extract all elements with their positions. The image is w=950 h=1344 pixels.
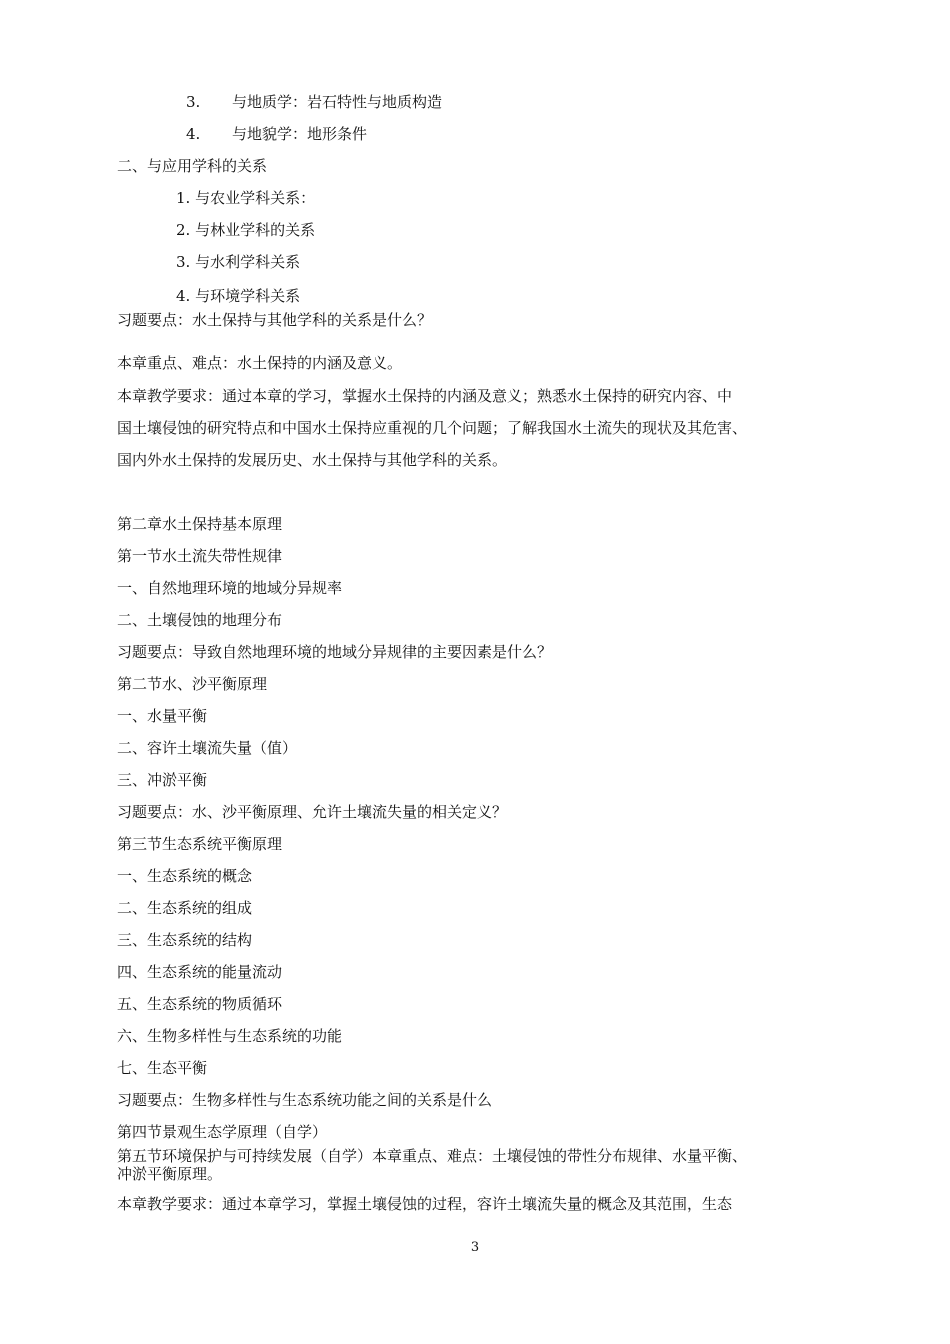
list-number: 4. — [186, 125, 201, 143]
outline-item: 一、自然地理环境的地域分异规率 — [117, 579, 343, 597]
teaching-requirement-line: 国土壤侵蚀的研究特点和中国水土保持应重视的几个问题；了解我国水土流失的现状及其危害、 — [117, 419, 748, 437]
list-item: 2. 与林业学科的关系 — [176, 221, 316, 239]
exercise-note: 习题要点：水土保持与其他学科的关系是什么？ — [117, 311, 433, 329]
outline-item: 二、容许土壤流失量（值） — [117, 739, 298, 757]
key-points-continued: 冲淤平衡原理。 — [117, 1165, 223, 1183]
outline-item: 二、生态系统的组成 — [117, 899, 253, 917]
list-item: 3. 与水利学科关系 — [176, 253, 301, 271]
outline-item: 三、生态系统的结构 — [117, 931, 253, 949]
chapter-title: 第二章水土保持基本原理 — [117, 515, 283, 533]
list-item — [186, 92, 442, 112]
outline-item: 一、生态系统的概念 — [117, 867, 253, 885]
outline-item: 四、生态系统的能量流动 — [117, 963, 283, 981]
section-title: 第四节景观生态学原理（自学） — [117, 1123, 328, 1141]
outline-item: 五、生态系统的物质循环 — [117, 995, 283, 1013]
section-title: 第一节水土流失带性规律 — [117, 547, 283, 565]
list-text: 与地质学：岩石特性与地质构造 — [232, 93, 443, 111]
page-number: 3 — [470, 1240, 480, 1255]
teaching-requirement-line: 国内外水土保持的发展历史、水土保持与其他学科的关系。 — [117, 451, 508, 469]
list-item: 1. 与农业学科关系： — [176, 189, 316, 207]
list-text: 与地貌学：地形条件 — [232, 125, 368, 143]
section-title: 第五节环境保护与可持续发展（自学）本章重点、难点：土壤侵蚀的带性分布规律、水量平衡、 — [117, 1147, 748, 1165]
outline-item: 七、生态平衡 — [117, 1059, 208, 1077]
exercise-note: 习题要点：生物多样性与生态系统功能之间的关系是什么 — [117, 1091, 493, 1109]
teaching-requirement-line: 本章教学要求：通过本章学习，掌握土壤侵蚀的过程，容许土壤流失量的概念及其范围，生态 — [117, 1195, 733, 1213]
section-heading: 二、与应用学科的关系 — [117, 157, 268, 175]
exercise-note: 习题要点：导致自然地理环境的地域分异规律的主要因素是什么？ — [117, 643, 553, 661]
list-item — [186, 124, 367, 144]
outline-item: 六、生物多样性与生态系统的功能 — [117, 1027, 343, 1045]
outline-item: 三、冲淤平衡 — [117, 771, 208, 789]
list-item: 4. 与环境学科关系 — [176, 287, 301, 305]
section-title: 第三节生态系统平衡原理 — [117, 835, 283, 853]
key-points: 本章重点、难点：水土保持的内涵及意义。 — [117, 354, 403, 372]
outline-item: 一、水量平衡 — [117, 707, 208, 725]
outline-item: 二、土壤侵蚀的地理分布 — [117, 611, 283, 629]
list-number: 3. — [186, 93, 201, 111]
teaching-requirement-line: 本章教学要求：通过本章的学习，掌握水土保持的内涵及意义；熟悉水土保持的研究内容、中 — [117, 387, 733, 405]
exercise-note: 习题要点：水、沙平衡原理、允许土壤流失量的相关定义？ — [117, 803, 508, 821]
section-title: 第二节水、沙平衡原理 — [117, 675, 268, 693]
